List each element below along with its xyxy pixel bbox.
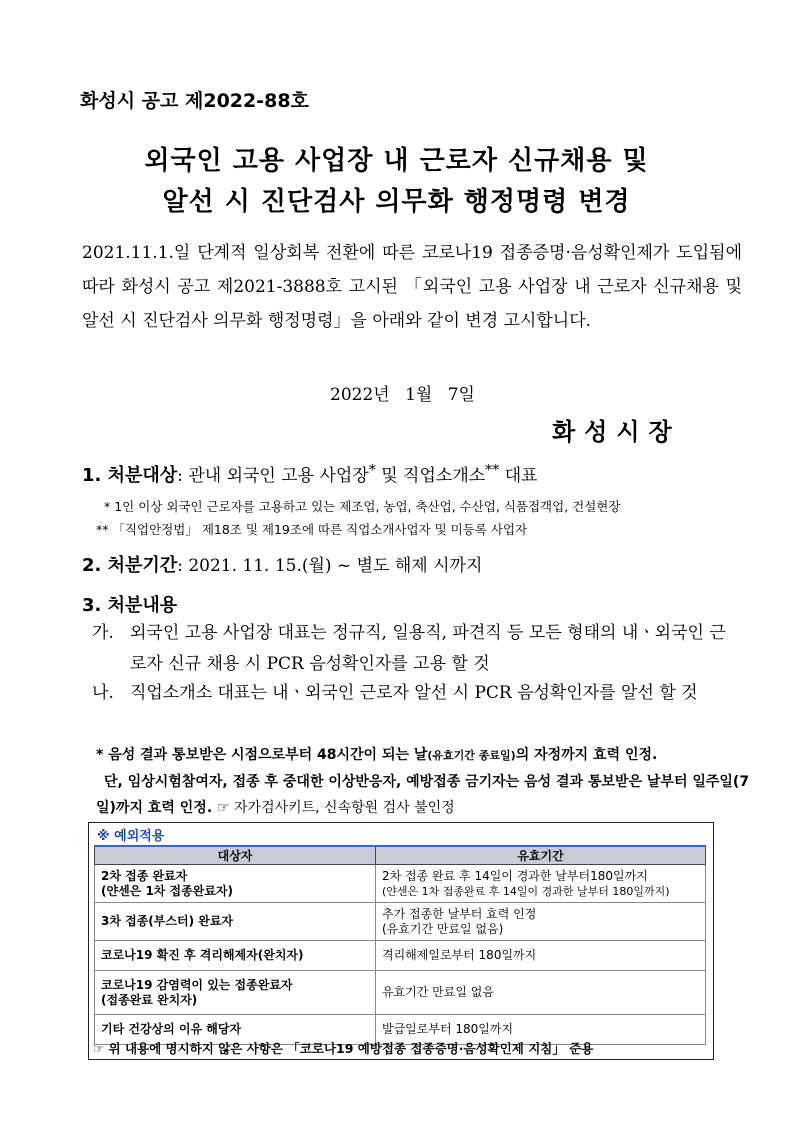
table-row bbox=[95, 903, 706, 941]
notice-number: 화성시 공고 제2022-88호 bbox=[80, 90, 309, 112]
exception-table bbox=[94, 845, 706, 1045]
exception-box bbox=[88, 822, 714, 1060]
section-1-body-mid: 및 직업소개소 bbox=[375, 466, 486, 486]
exception-heading: ※ 예외적용 bbox=[97, 829, 165, 844]
target-cell bbox=[95, 903, 376, 941]
target-line-2: (얀센은 1차 접종완료자) bbox=[101, 883, 234, 898]
section-1-heading: 1. 처분대상 bbox=[82, 465, 178, 486]
footnote-mark-1: * bbox=[368, 462, 376, 479]
column-header-target: 대상자 bbox=[95, 846, 376, 865]
exception-footer: ☞ 위 내용에 명시하지 않은 사항은 「코로나19 예방접종 접종증명·음성확인제 지침」 준용 bbox=[93, 1041, 594, 1056]
item-ga-label: 가. bbox=[92, 623, 114, 643]
note-part-1: * 음성 결과 통보받은 시점으로부터 48시간이 되는 날 bbox=[96, 747, 428, 763]
item-na-text: 직업소개소 대표는 내ㆍ외국인 근로자 알선 시 PCR 음성확인자를 알선 할 것 bbox=[130, 683, 698, 703]
target-line-1: 3차 접종(부스터) 완료자 bbox=[101, 914, 234, 928]
period-cell bbox=[376, 971, 706, 1015]
period-cell bbox=[376, 865, 706, 903]
item-na bbox=[92, 678, 742, 709]
note-part-3: 단, 임상시험참여자, 접종 후 중대한 이상반응자, 예방접종 금기자는 음성 결과 통보받은 날부터 일주일(7일)까지 효력 인정. bbox=[96, 774, 750, 816]
item-ga-text: 외국인 고용 사업장 대표는 정규직, 일용직, 파견직 등 모든 형태의 내ㆍ외국인 근로자 신규 채용 시 PCR 음성확인자를 고용 할 것 bbox=[130, 623, 726, 674]
section-1 bbox=[82, 461, 538, 487]
mayor-signature: 화성시장 bbox=[552, 418, 681, 446]
item-ga bbox=[92, 618, 742, 680]
target-line-1: 코로나19 확진 후 격리해제자(완치자) bbox=[101, 948, 304, 962]
note-part-2: 의 자정까지 효력 인정. bbox=[515, 747, 658, 763]
section-2-heading: 2. 처분기간 bbox=[82, 555, 178, 576]
title-line-1: 외국인 고용 사업장 내 근로자 신규채용 및 bbox=[144, 146, 649, 176]
period-line-1: 유효기간 만료일 없음 bbox=[382, 985, 494, 999]
note-part-4: ☞ 자가검사키트, 신속항원 검사 불인정 bbox=[217, 800, 455, 816]
period-cell bbox=[376, 903, 706, 941]
period-line-1: 격리해제일로부터 180일까지 bbox=[382, 948, 537, 962]
footnote-mark-2: ** bbox=[485, 462, 500, 479]
section-3-heading: 3. 처분내용 bbox=[82, 595, 178, 616]
period-line-1: 2차 접종 완료 후 14일이 경과한 날부터180일까지 bbox=[382, 868, 648, 883]
footnote-1: * 1인 이상 외국인 근로자를 고용하고 있는 제조업, 농업, 축산업, 수산업, 식품접객업, 건설현장 bbox=[104, 499, 621, 514]
target-line-1: 코로나19 감염력이 있는 접종완료자 bbox=[101, 977, 293, 992]
section-2-body: : 2021. 11. 15.(월) ~ 별도 해제 시까지 bbox=[177, 556, 483, 576]
period-line-1: 추가 접종한 날부터 효력 인정 bbox=[382, 906, 537, 921]
table-row bbox=[95, 941, 706, 971]
target-cell bbox=[95, 971, 376, 1015]
section-3 bbox=[82, 591, 177, 617]
period-line-1: 발급일로부터 180일까지 bbox=[382, 1022, 514, 1036]
period-cell bbox=[376, 941, 706, 971]
title-line-2: 알선 시 진단검사 의무화 행정명령 변경 bbox=[162, 187, 631, 217]
note-part-1-small: (유효기간 종료일) bbox=[427, 749, 516, 762]
column-header-period: 유효기간 bbox=[376, 846, 706, 865]
item-na-label: 나. bbox=[92, 683, 114, 703]
table-row bbox=[95, 865, 706, 903]
validity-note bbox=[96, 742, 756, 821]
target-line-2: (접종완료 완치자) bbox=[101, 992, 198, 1007]
period-line-2: (얀센은 1차 접종완료 후 14일이 경과한 날부터 180일까지) bbox=[382, 884, 670, 898]
intro-paragraph: 2021.11.1.일 단계적 일상회복 전환에 따른 코로나19 접종증명·음성확인제가 도입됨에 따라 화성시 공고 제2021-3888호 고시된 「외국인 고용 사업장 내 근로자 신규채용 및 알선 시 진단검사 의무화 행정명령」을 아래와 같이 변경 고시합니다. bbox=[82, 243, 742, 331]
footnote-2: ** 「직업안정법」 제18조 및 제19조에 따른 직업소개사업자 및 미등록 사업자 bbox=[96, 522, 528, 537]
section-1-body-pre: : 관내 외국인 고용 사업장 bbox=[177, 466, 369, 486]
section-2 bbox=[82, 551, 482, 577]
target-line-1: 2차 접종 완료자 bbox=[101, 868, 188, 883]
notice-date: 2022년 1월 7일 bbox=[330, 385, 475, 405]
target-cell bbox=[95, 865, 376, 903]
target-line-1: 기타 건강상의 이유 해당자 bbox=[101, 1022, 242, 1036]
period-line-2: (유효기간 만료일 없음) bbox=[382, 921, 504, 936]
target-cell bbox=[95, 941, 376, 971]
section-1-body-post: 대표 bbox=[499, 466, 538, 486]
table-row bbox=[95, 971, 706, 1015]
